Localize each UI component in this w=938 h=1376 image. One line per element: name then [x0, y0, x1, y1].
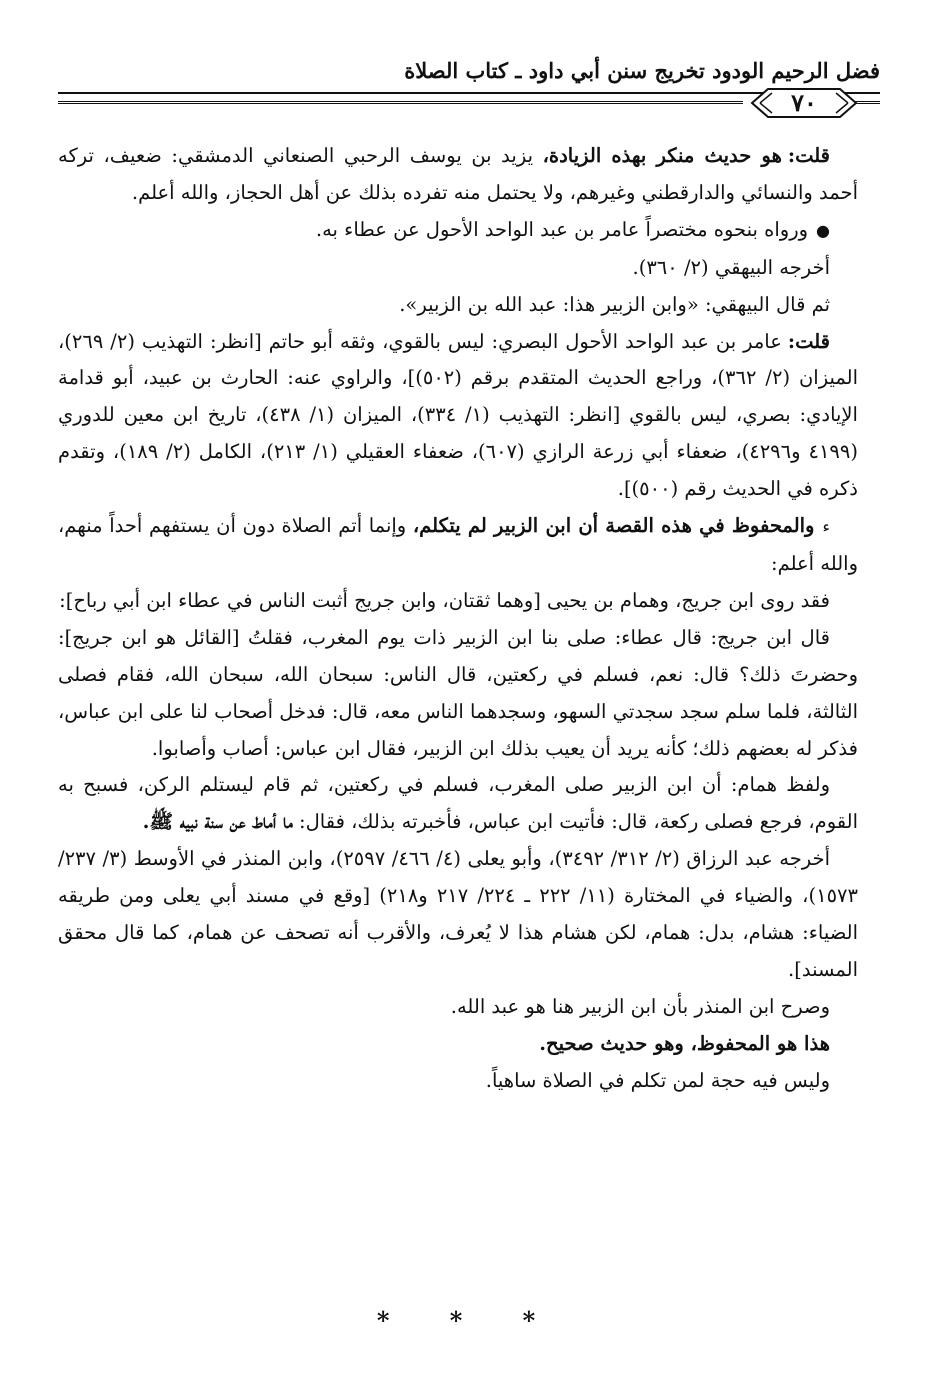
paragraph-7 — [58, 583, 858, 620]
paragraph-4 — [58, 287, 858, 324]
paragraph-text: أخرجه البيهقي (٢/ ٣٦٠). — [632, 255, 830, 279]
bold-phrase: ما أماط عن سنة نبيه ﷺ. — [142, 810, 293, 834]
paragraph-text: وإنما أتم الصلاة دون أن يستفهم أحداً منهم، والله أعلم: — [58, 514, 858, 575]
running-title: فضل الرحيم الودود تخريج سنن أبي داود ـ كتاب الصلاة — [404, 58, 880, 83]
paragraph-12 — [58, 1026, 858, 1063]
label-qult: قلت: — [787, 144, 830, 167]
paragraph-3 — [58, 250, 858, 287]
marker-icon: ﺀ — [822, 517, 830, 537]
paragraph-text: ورواه بنحوه مختصراً عامر بن عبد الواحد الأحول عن عطاء به. — [315, 217, 809, 241]
bold-phrase: والمحفوظ في هذه القصة أن ابن الزبير لم يتكلم، — [412, 514, 815, 538]
paragraph-1 — [58, 138, 858, 212]
page-number-frame — [748, 84, 860, 122]
paragraph-9 — [58, 767, 858, 841]
paragraph-text: عامر بن عبد الواحد الأحول البصري: ليس بالقوي، وثقه أبو حاتم [انظر: التهذيب (٢/ ٢٦٩)، الميزان (٢/ ٣٦٢)، وراجع الحديث المتقدم برقم (٥٠٢)]، والراوي عنه: الحارث بن عبيد، أبو قدامة الإيادي: بصري، ليس بالقوي [انظر: التهذيب (١/ ٣٣٤)، الميزان (١/ ٤٣٨)، تاريخ ابن معين للدوري (٤١٩٩ و٤٢٩٦)، ضعفاء أبي زرعة الرازي (٦٠٧)، ضعفاء العقيلي (١/ ٢١٣)، الكامل (٢/ ١٨٩)، وتقدم ذكره في الحديث رقم (٥٠٠)]. — [58, 329, 858, 501]
paragraph-text: يزيد بن يوسف الرحبي الصنعاني الدمشقي: ضعيف، تركه أحمد والنسائي والدارقطني وغيرهم، ولا يحتمل منه تفرده بذلك عن أهل الحجاز، والله أعلم. — [58, 144, 858, 204]
bold-phrase: هو حديث منكر بهذه الزيادة، — [542, 144, 782, 167]
paragraph-13 — [58, 1063, 858, 1100]
label-qult: قلت: — [787, 329, 830, 353]
paragraph-10 — [58, 841, 858, 989]
paragraph-text: فقد روى ابن جريج، وهمام بن يحيى [وهما ثقتان، وابن جريج أثبت الناس في عطاء ابن أبي رباح]: — [59, 588, 830, 612]
paragraph-11 — [58, 989, 858, 1026]
paragraph-text: قال ابن جريج: قال عطاء: صلى بنا ابن الزبير ذات يوم المغرب، فقلتُ [القائل هو ابن جريج]: وحضرتَ ذلك؟ قال: نعم، فسلم في ركعتين، قال الناس: سبحان الله، سبحان الله، فقام فصلى الثالثة، فلما سلم سجد سجدتي السهو، وسجدهما الناس معه، قال: فدخل أصحاب لنا على ابن عباس، فذكر له بعضهم ذلك؛ كأنه يريد أن يعيب بذلك ابن الزبير، فقال ابن عباس: أصاب وأصابوا. — [58, 625, 858, 760]
section-separator: * * * — [376, 1306, 562, 1335]
header-double-rule-left — [58, 101, 743, 104]
paragraph-6 — [58, 508, 858, 583]
main-text — [58, 138, 858, 1100]
paragraph-2 — [58, 212, 858, 250]
paragraph-8 — [58, 620, 858, 768]
bullet-icon: ● — [816, 220, 830, 240]
bold-phrase: هذا هو المحفوظ، وهو حديث صحيح. — [539, 1031, 830, 1055]
page-header — [58, 52, 880, 132]
paragraph-text: ثم قال البيهقي: «وابن الزبير هذا: عبد الله بن الزبير». — [399, 292, 830, 316]
paragraph-text: ولفظ همام: أن ابن الزبير صلى المغرب، فسلم في ركعتين، ثم قام ليستلم الركن، فسبح به القوم، فرجع فصلى ركعة، قال: فأتيت ابن عباس، فأخبرته بذلك، فقال: — [58, 773, 858, 834]
paragraph-text: وصرح ابن المنذر بأن ابن الزبير هنا هو عبد الله. — [450, 994, 830, 1018]
paragraph-text: وليس فيه حجة لمن تكلم في الصلاة ساهياً. — [485, 1068, 830, 1092]
paragraph-text: أخرجه عبد الرزاق (٢/ ٣١٢/ ٣٤٩٢)، وأبو يعلى (٤/ ٤٦٦/ ٢٥٩٧)، وابن المنذر في الأوسط (٣/ ٢٣٧/ ١٥٧٣)، والضياء في المختارة (١١/ ٢٢٢ ـ ٢٢٤/ ٢١٧ و٢١٨) [وقع في مسند أبي يعلى ومن طريقه الضياء: هشام، بدل: همام، لكن هشام هذا لا يُعرف، والأقرب أنه تصحف عن همام، كما قال محقق المسند]. — [58, 847, 858, 981]
page-number: ٧٠ — [791, 88, 817, 117]
paragraph-5 — [58, 324, 858, 509]
